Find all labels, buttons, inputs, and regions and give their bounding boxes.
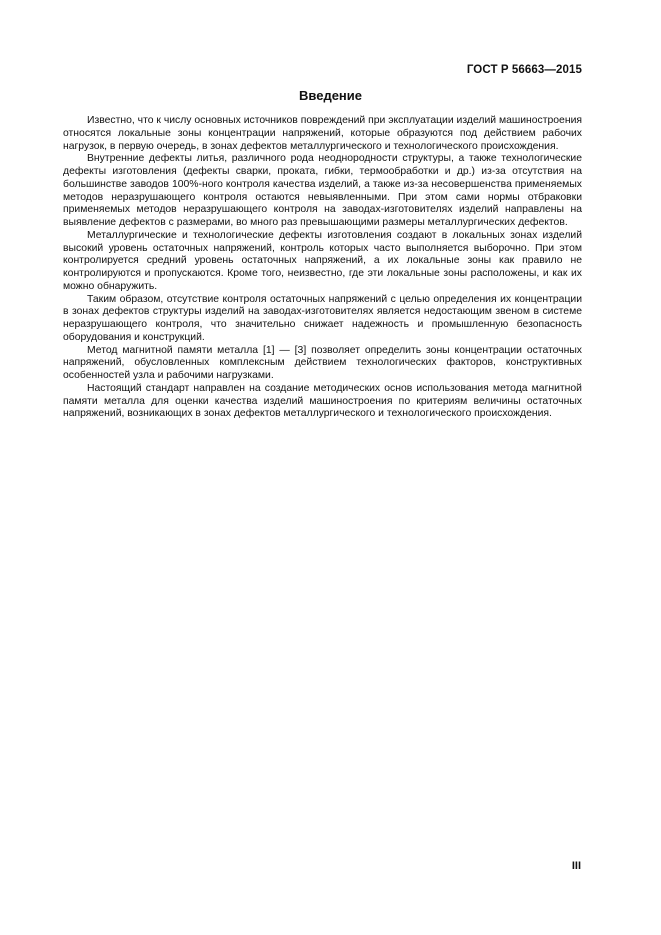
- introduction-body: [63, 115, 582, 421]
- paragraph: Известно, что к числу основных источников повреждений при эксплуатации изделий машиностроения относятся локальные зоны концентрации напряжений, которые образуются под действием рабочих нагрузок, в первую очередь, в зонах дефектов металлургического и технологического происхождения.: [63, 115, 582, 152]
- page-number: III: [571, 860, 581, 872]
- paragraph: Таким образом, отсутствие контроля остаточных напряжений с целью определения их концентрации в зонах дефектов структуры изделий на заводах-изготовителях является недостающим звеном в системе неразрушающего контроля, что значительно снижает надежность и промышленную безопасность оборудования и конструкций.: [63, 293, 582, 343]
- paragraph: Метод магнитной памяти металла [1] — [3] позволяет определить зоны концентрации остаточных напряжений, обусловленных комплексным действием технологических факторов, конструктивных особенностей узла и рабочими нагрузками.: [63, 344, 582, 381]
- paragraph: Настоящий стандарт направлен на создание методических основ использования метода магнитной памяти металла для оценки качества изделий машиностроения по критериям величины остаточных напряжений, возникающих в зонах дефектов металлургического и технологического происхождения.: [63, 382, 582, 420]
- section-title: Введение: [299, 88, 362, 103]
- document-code: ГОСТ Р 56663—2015: [466, 64, 582, 76]
- paragraph: Внутренние дефекты литья, различного рода неоднородности структуры, а также технологические дефекты изготовления (дефекты сварки, проката, гибки, термообработки и др.) из-за отсутствия на большинстве заводов 100%-ного контроля качества изделий, а также из-за несовершенства применяемых методов неразрушающего контроля остаются невыявленными. При этом сами нормы отбраковки применяемых методов неразрушающего контроля на заводах-изготовителях изделий направлены на выявление дефектов с размерами, во много раз превышающими размеры металлургических дефектов.: [63, 153, 582, 228]
- paragraph: Металлургические и технологические дефекты изготовления создают в локальных зонах изделий высокий уровень остаточных напряжений, контроль которых часто выполняется выборочно. При этом контролируется средний уровень остаточных напряжений, а их локальные зоны как правило не контролируются и пропускаются. Кроме того, неизвестно, где эти локальные зоны расположены, и как их можно обнаружить.: [63, 229, 582, 292]
